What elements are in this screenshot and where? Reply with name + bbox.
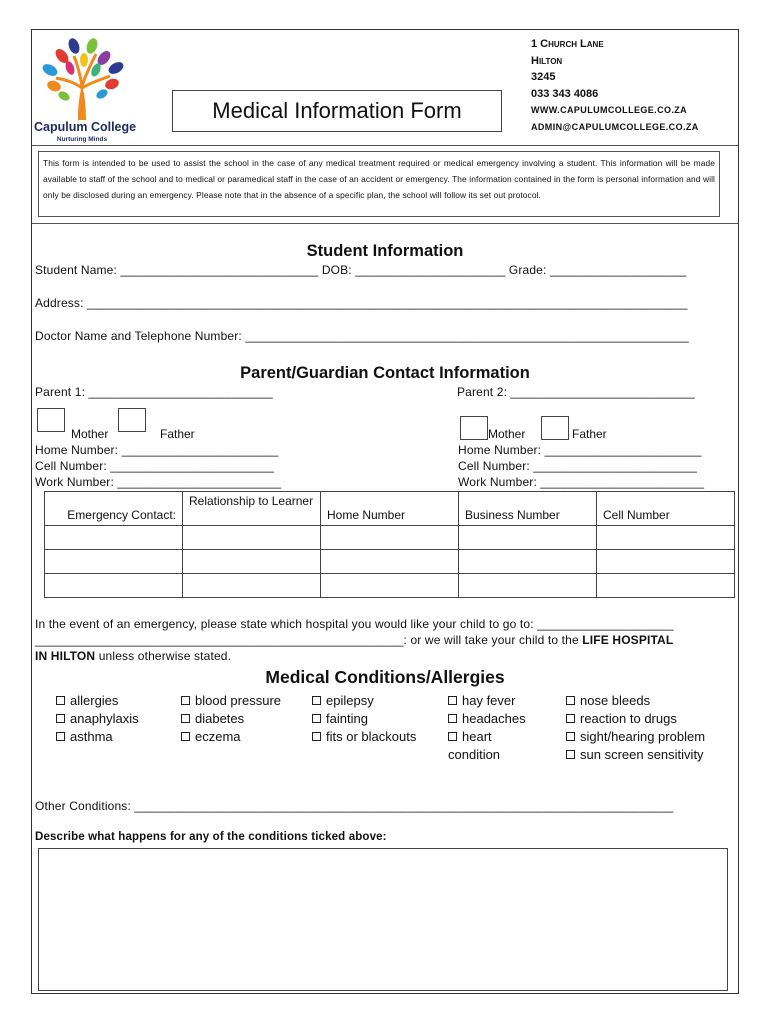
table-cell[interactable] — [183, 574, 321, 598]
checkbox-icon[interactable] — [312, 732, 321, 741]
hospital-note-text: unless otherwise stated. — [95, 649, 232, 663]
father-label: Father — [160, 427, 195, 441]
parent2-cell-field[interactable]: Cell Number: ________________________ — [458, 459, 698, 473]
condition-heart[interactable]: heart — [448, 728, 526, 746]
condition-nose-bleeds[interactable]: nose bleeds — [566, 692, 705, 710]
table-cell[interactable] — [45, 574, 183, 598]
table-row — [45, 526, 735, 550]
parent2-home-field[interactable]: Home Number: _______________________ — [458, 443, 702, 457]
checkbox-icon[interactable] — [566, 714, 575, 723]
phone-number: 033 343 4086 — [531, 87, 599, 100]
checkbox-icon[interactable] — [566, 732, 575, 741]
table-cell[interactable] — [321, 526, 459, 550]
parent1-home-field[interactable]: Home Number: _______________________ — [35, 443, 279, 457]
checkbox-icon[interactable] — [56, 714, 65, 723]
table-header-cell: Emergency Contact: — [45, 492, 183, 526]
intro-divider — [32, 223, 738, 224]
hospital-location: IN HILTON — [35, 649, 96, 663]
condition-asthma[interactable]: asthma — [56, 728, 139, 746]
checkbox-icon[interactable] — [566, 750, 575, 759]
conditions-column-1 — [56, 692, 139, 746]
condition-reaction-to-drugs[interactable]: reaction to drugs — [566, 710, 705, 728]
header-divider — [32, 145, 738, 146]
checkbox-icon[interactable] — [56, 696, 65, 705]
table-cell[interactable] — [597, 574, 735, 598]
checkbox-icon[interactable] — [566, 696, 575, 705]
parent1-mother-checkbox[interactable] — [37, 408, 65, 432]
table-cell[interactable] — [597, 526, 735, 550]
checkbox-icon[interactable] — [448, 732, 457, 741]
address-line: Hilton — [531, 54, 563, 67]
describe-conditions-label: Describe what happens for any of the conditions ticked above: — [35, 831, 387, 843]
parent1-cell-field[interactable]: Cell Number: ________________________ — [35, 459, 275, 473]
condition-heart-wrap: condition — [448, 747, 501, 762]
student-info-heading: Student Information — [306, 242, 464, 260]
checkbox-icon[interactable] — [181, 696, 190, 705]
condition-fainting[interactable]: fainting — [312, 710, 416, 728]
table-row — [45, 550, 735, 574]
checkbox-icon[interactable] — [448, 714, 457, 723]
mother-label: Mother — [71, 427, 109, 441]
table-cell[interactable] — [183, 550, 321, 574]
checkbox-icon[interactable] — [312, 696, 321, 705]
school-logo — [34, 32, 137, 144]
condition-sun-screen[interactable]: sun screen sensitivity — [566, 746, 705, 764]
checkbox-icon[interactable] — [448, 696, 457, 705]
parent1-field[interactable]: Parent 1: ___________________________ — [35, 385, 273, 399]
table-header-row — [45, 492, 735, 526]
school-tagline: Nurturing Minds — [56, 136, 108, 143]
other-conditions-field[interactable]: Other Conditions: _______________________________________________________________________________ — [35, 799, 674, 813]
condition-fits-or-blackouts[interactable]: fits or blackouts — [312, 728, 416, 746]
tree-logo-icon — [34, 32, 130, 124]
parent2-father-checkbox[interactable] — [541, 416, 569, 440]
mother-label: Mother — [488, 427, 526, 441]
intro-notice: This form is intended to be used to assist the school in the case of any medical treatment required or medical emergency involving a student. This information will be made available to staff of the school and to medical or paramedical staff in the case of an accident or emergency. The information contained in the form is personal information and will only be disclosed during an emergency. Please note that in the absence of a specific plan, the school will follow its set out protocol. — [38, 151, 720, 217]
condition-blood-pressure[interactable]: blood pressure — [181, 692, 281, 710]
table-header-cell: Cell Number — [597, 492, 735, 526]
table-cell[interactable] — [321, 574, 459, 598]
table-row — [45, 574, 735, 598]
father-label: Father — [572, 427, 607, 441]
school-address — [531, 36, 699, 135]
condition-headaches[interactable]: headaches — [448, 710, 526, 728]
emergency-contact-table — [44, 491, 735, 598]
form-page — [31, 29, 739, 994]
school-name: Capulum College — [34, 120, 137, 134]
parent2-field[interactable]: Parent 2: ___________________________ — [457, 385, 695, 399]
address-line: 3245 — [531, 71, 556, 83]
checkbox-icon[interactable] — [181, 714, 190, 723]
table-header-cell: Business Number — [459, 492, 597, 526]
condition-sight-hearing[interactable]: sight/hearing problem — [566, 728, 705, 746]
table-cell[interactable] — [183, 526, 321, 550]
table-cell[interactable] — [45, 526, 183, 550]
table-cell[interactable] — [321, 550, 459, 574]
condition-diabetes[interactable]: diabetes — [181, 710, 281, 728]
website-link[interactable]: WWW.CAPULUMCOLLEGE.CO.ZA — [531, 105, 688, 115]
condition-anaphylaxis[interactable]: anaphylaxis — [56, 710, 139, 728]
condition-hay-fever[interactable]: hay fever — [448, 692, 526, 710]
table-cell[interactable] — [459, 550, 597, 574]
form-title: Medical Information Form — [172, 90, 502, 132]
parent1-father-checkbox[interactable] — [118, 408, 146, 432]
table-header-cell: Relationship to Learner — [183, 492, 321, 526]
table-cell[interactable] — [459, 574, 597, 598]
condition-eczema[interactable]: eczema — [181, 728, 281, 746]
condition-allergies[interactable]: allergies — [56, 692, 139, 710]
parent1-work-field[interactable]: Work Number: ________________________ — [35, 475, 282, 489]
hospital-preference-line-2[interactable] — [35, 633, 673, 647]
conditions-column-5 — [566, 692, 705, 764]
conditions-column-2 — [181, 692, 281, 746]
table-cell[interactable] — [597, 550, 735, 574]
checkbox-icon[interactable] — [181, 732, 190, 741]
checkbox-icon[interactable] — [56, 732, 65, 741]
hospital-blank: ______________________________________________________: or we will take your child to the — [35, 633, 583, 647]
medical-conditions-heading: Medical Conditions/Allergies — [265, 667, 505, 687]
table-header-cell: Home Number — [321, 492, 459, 526]
parent2-work-field[interactable]: Work Number: ________________________ — [458, 475, 705, 489]
hospital-name: LIFE HOSPITAL — [582, 633, 674, 647]
hospital-preference-line[interactable]: In the event of an emergency, please state which hospital you would like your child to go to: ____________________ — [35, 617, 674, 631]
parent2-mother-checkbox[interactable] — [460, 416, 488, 440]
table-cell[interactable] — [459, 526, 597, 550]
conditions-column-4 — [448, 692, 526, 764]
doctor-line-field[interactable]: Doctor Name and Telephone Number: _________________________________________________________________ — [35, 329, 689, 343]
parent-info-heading: Parent/Guardian Contact Information — [240, 364, 530, 382]
student-name-dob-grade-line[interactable]: Student Name: _____________________________ DOB: ______________________ Grade: ____________________ — [35, 263, 687, 277]
checkbox-icon[interactable] — [312, 714, 321, 723]
condition-epilepsy[interactable]: epilepsy — [312, 692, 416, 710]
hospital-note — [35, 649, 231, 663]
describe-conditions-textarea[interactable] — [38, 848, 728, 991]
address-line-field[interactable]: Address: ________________________________________________________________________________________ — [35, 296, 688, 310]
address-line: 1 Church Lane — [531, 38, 604, 50]
conditions-column-3 — [312, 692, 416, 746]
table-cell[interactable] — [45, 550, 183, 574]
email-link[interactable]: ADMIN@CAPULUMCOLLEGE.CO.ZA — [531, 121, 699, 132]
